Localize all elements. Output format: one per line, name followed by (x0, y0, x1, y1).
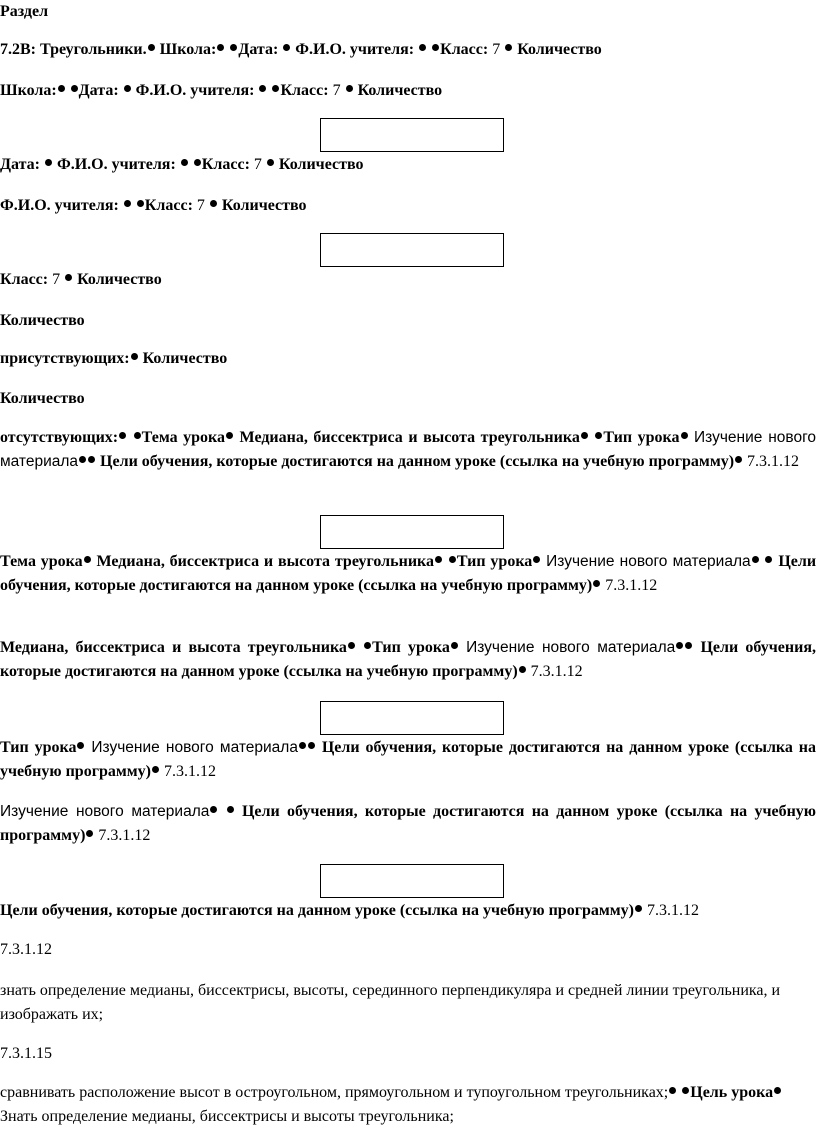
objective-text-2: сравнивать расположение высот в остроугольном, прямоугольном и тупоугольном треугольниках; Цель урока Знать определение медианы, биссектрисы и высоты треугольника; (0, 1081, 816, 1129)
bullet-icon (676, 642, 683, 649)
line-count: Количество (0, 312, 85, 329)
bullet-icon (308, 742, 315, 749)
bullet-icon (685, 642, 692, 649)
bullet-icon (152, 766, 159, 773)
bullet-icon (124, 85, 131, 92)
bullet-icon (227, 806, 234, 813)
bullet-icon (226, 432, 233, 439)
bullet-icon (346, 85, 353, 92)
line-goals: Цели обучения, которые достигаются на данном уроке (ссылка на учебную программу) 7.3.1.12 (0, 902, 699, 919)
bullet-icon (210, 806, 217, 813)
empty-field-box (320, 864, 504, 898)
bullet-icon (230, 44, 237, 51)
bullet-icon (88, 456, 95, 463)
bullet-icon (119, 432, 126, 439)
bullet-icon (432, 44, 439, 51)
line-teacher: Ф.И.О. учителя: Класс: 7 Количество (0, 197, 307, 214)
bullet-icon (134, 432, 141, 439)
bullet-icon (137, 200, 144, 207)
bullet-icon (435, 556, 442, 563)
bullet-icon (681, 432, 688, 439)
bullet-icon (86, 830, 93, 837)
empty-field-box (320, 233, 504, 267)
bullet-icon (419, 44, 426, 51)
bullet-icon (267, 159, 274, 166)
line-present: присутствующих: Количество (0, 350, 228, 367)
bullet-icon (259, 85, 266, 92)
line-type: Тип урока Изучение нового материала Цели обучения, которые достигаются на данном уроке (ссылка на учебную программу) 7.3.1.12 (0, 739, 816, 780)
line-class: Класс: 7 Количество (0, 271, 162, 288)
bullet-icon (735, 456, 742, 463)
objective-text-1: знать определение медианы, биссектрисы, высоты, серединного перпендикуляра и средней линии треугольника, и изображать их; (0, 982, 781, 1023)
empty-field-box (320, 515, 504, 549)
bullet-icon (449, 556, 456, 563)
bullet-icon (348, 642, 355, 649)
bullet-icon (210, 200, 217, 207)
bullet-icon (593, 580, 600, 587)
bullet-icon (84, 556, 91, 563)
bullet-icon (774, 1087, 781, 1094)
line-type-value: Изучение нового материала Цели обучения, которые достигаются на данном уроке (ссылка на учебную программу) 7.3.1.12 (0, 803, 816, 844)
bullet-icon (58, 85, 65, 92)
line-count-2: Количество (0, 390, 85, 407)
bullet-icon (364, 642, 371, 649)
bullet-icon (71, 85, 78, 92)
bullet-icon (451, 642, 458, 649)
objective-code-1: 7.3.1.12 (0, 941, 52, 958)
bullet-icon (283, 44, 290, 51)
bullet-icon (79, 456, 86, 463)
line-absent: отсутствующих: Тема урока Медиана, биссектриса и высота треугольника Тип урока Изучение нового материала Цели обучения, которые достигаются на данном уроке (ссылка на учебную программу) 7.3.1.12 (0, 429, 816, 470)
bullet-icon (752, 556, 759, 563)
bullet-icon (124, 200, 131, 207)
bullet-icon (682, 1087, 689, 1094)
bullet-icon (765, 556, 772, 563)
bullet-icon (77, 742, 84, 749)
bullet-icon (505, 44, 512, 51)
bullet-icon (65, 274, 72, 281)
bullet-icon (272, 85, 279, 92)
objective-code-2: 7.3.1.15 (0, 1045, 52, 1062)
bullet-icon (181, 159, 188, 166)
line-topic: Тема урока Медиана, биссектриса и высота треугольника Тип урока Изучение нового материала Цели обучения, которые достигаются на данном уроке (ссылка на учебную программу) 7.3.1.12 (0, 553, 816, 594)
section-heading: Раздел (0, 3, 49, 20)
line-topic-value: Медиана, биссектриса и высота треугольника Тип урока Изучение нового материала Цели обучения, которые достигаются на данном уроке (ссылка на учебную программу) 7.3.1.12 (0, 639, 816, 680)
bullet-icon (217, 44, 224, 51)
line-school: Школа: Дата: Ф.И.О. учителя: Класс: 7 Количество (0, 82, 443, 99)
bullet-icon (299, 742, 306, 749)
line-unit: 7.2В: Треугольники. Школа: Дата: Ф.И.О. учителя: Класс: 7 Количество (0, 41, 602, 58)
bullet-icon (595, 432, 602, 439)
bullet-icon (148, 44, 155, 51)
bullet-icon (194, 159, 201, 166)
bullet-icon (669, 1087, 676, 1094)
line-date: Дата: Ф.И.О. учителя: Класс: 7 Количество (0, 156, 364, 173)
bullet-icon (131, 353, 138, 360)
empty-field-box (320, 118, 504, 152)
bullet-icon (45, 159, 52, 166)
bullet-icon (581, 432, 588, 439)
bullet-icon (533, 556, 540, 563)
bullet-icon (635, 905, 642, 912)
bullet-icon (519, 666, 526, 673)
empty-field-box (320, 701, 504, 735)
